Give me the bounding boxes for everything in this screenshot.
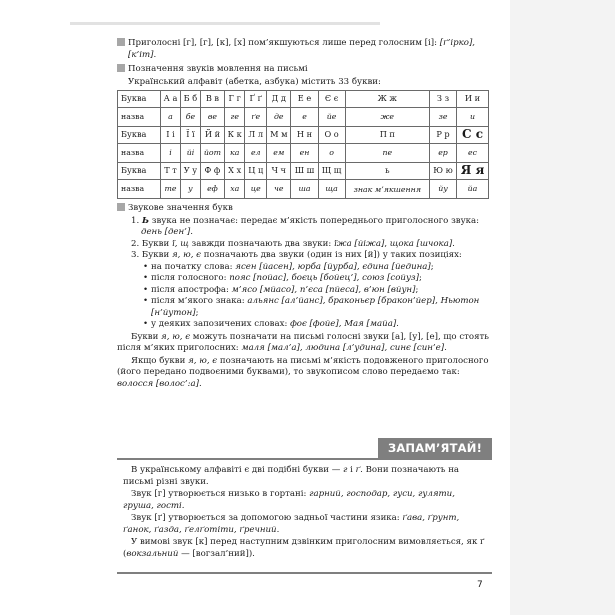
heading-notation: Позначення звуків мовлення на письмі — [117, 64, 493, 76]
positions-list — [117, 262, 493, 331]
list-item: 2. Букви ї, щ завжди позначають два звуки: їжа [йіжа], щока [шчока]. — [131, 238, 455, 249]
square-bullet-icon — [117, 64, 125, 72]
remember-paragraph: Звук [г] утворюється низько в гортані: гарний, господар, гуси, гуляти, груша, гості. — [123, 489, 455, 511]
page-number: 7 — [477, 580, 483, 590]
table-row: назва а бе ве ге ґе де е йе же зе и — [118, 108, 489, 127]
list-item: • після м’якого знака: альянс [ал’йанс], браконьєр [бракон’йер], Ньютон [н’йутон]; — [141, 296, 493, 319]
content — [117, 38, 493, 390]
top-rule — [70, 22, 380, 25]
remember-banner: ЗАПАМ’ЯТАЙ! — [378, 438, 492, 458]
alphabet-table — [117, 90, 489, 199]
paragraph-lengthened-consonants: Якщо букви я, ю, є позначають на письмі м’якість подовженого приголосного (його передано подвоєними буквами), то звукописом слово передаємо так: волосся [волос’:а]. — [117, 355, 489, 389]
list-item: • після апострофа: м’ясо [мйасо], п’єса [пйеса], в’юн [вйун]; — [141, 285, 493, 297]
list-item: • після голосного: пояс [пойас], боєць [бойец’], союз [сойуз]; — [141, 273, 493, 285]
square-bullet-icon — [117, 38, 125, 46]
table-row: назва і йі йот ка ел ем ен о пе ер ес — [118, 144, 489, 163]
background-strip — [510, 0, 615, 615]
list-item: 3. Букви я, ю, є позначають два звуки (один із них [й]) у таких позиціях: — [131, 250, 462, 260]
paragraph-soft-consonants: Букви я, ю, є можуть позначати на письмі голосні звуки [а], [у], [е], що стоять після м’яких приголосних: маля [мал’а], людина [л’удина], синє [син’е]. — [117, 331, 489, 353]
table-row: назва те у еф ха це че ша ща знак м’якшення йу йа — [118, 180, 489, 199]
alphabet-intro: Український алфавіт (абетка, азбука) містить 33 букви: — [128, 76, 381, 87]
remember-paragraph: В українському алфавіті є дві подібні букви — г і ґ. Вони позначають на письмі різні звуки. — [123, 465, 460, 487]
intro-paragraph: Приголосні [г], [г], [к], [х] пом’якшуються лише перед голосним [і]: [ґ’ірко], [к’іт]. — [117, 38, 493, 61]
rules-list — [117, 216, 493, 262]
square-bullet-icon — [117, 203, 125, 211]
table-row: Буква І і Ї ї Й й К к Л л М м Н н О о П п Р р С с — [118, 127, 489, 144]
remember-paragraph: Звук [ґ] утворюється за допомогою задньої частини язика: ґава, ґрунт, ґанок, ґазда, ґелґотіти, ґречний. — [123, 513, 460, 535]
table-row: Буква А а Б б В в Г г Ґ ґ Д д Е е Є є Ж ж З з И и — [118, 91, 489, 108]
remember-paragraph: У вимові звук [к] перед наступним дзвінким приголосним вимовляється, як ґ (вокзальний — [вогзал’ний]). — [123, 537, 485, 559]
list-item: 1. Ь звука не позначає: передає м’якість попереднього приголосного звука: день [ден’]. — [131, 215, 480, 237]
heading-sound-value: Звукове значення букв — [117, 203, 493, 215]
table-row: Буква Т т У у Ф ф Х х Ц ц Ч ч Ш ш Щ щ ь Ю ю Я я — [118, 163, 489, 180]
list-item: • у деяких запозичених словах: фоє [фойе], Мая [майа]. — [141, 319, 493, 331]
remember-box — [117, 458, 492, 574]
list-item: • на початку слова: ясен [йасен], юрба [йурба], єдина [йедина]; — [141, 262, 493, 274]
